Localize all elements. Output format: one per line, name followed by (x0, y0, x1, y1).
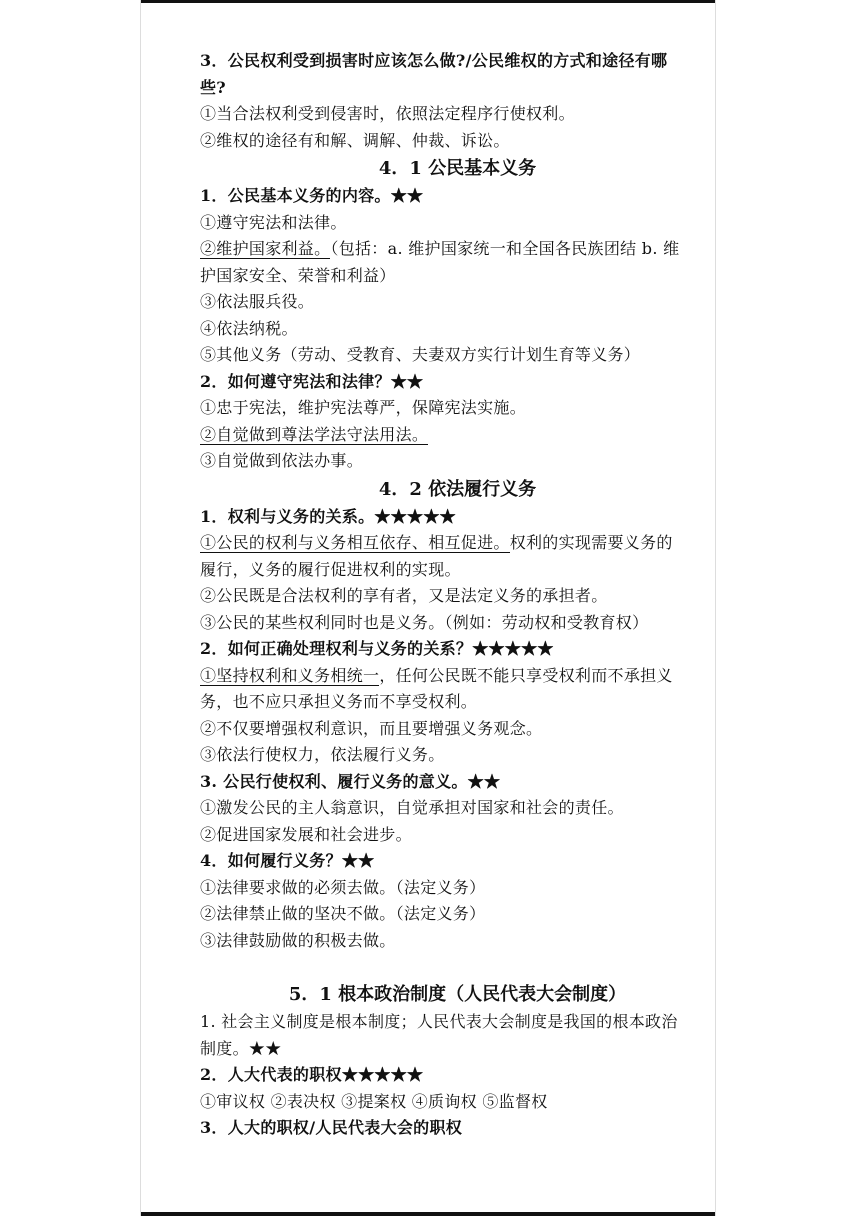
answer-line (200, 422, 715, 449)
answer-line: 护国家安全、荣誉和利益） (200, 265, 396, 285)
section-gap (200, 954, 715, 980)
question-line: 1．权利与义务的关系。★★★★★ (200, 506, 456, 526)
answer-line: ①当合法权利受到侵害时，依照法定程序行使权利。 (200, 104, 575, 123)
answer-line: ④依法纳税。 (200, 318, 298, 338)
question-line: 3．公民权利受到损害时应该怎么做?/公民维权的方式和途径有哪 (200, 51, 668, 70)
answer-line: ②维权的途径有和解、调解、仲裁、诉讼。 (200, 130, 510, 150)
question-line: 2．如何遵守宪法和法律？★★ (200, 371, 424, 391)
underlined-text: ①坚持权利和义务相统一 (200, 665, 380, 685)
answer-line: 履行，义务的履行促进权利的实现。 (200, 559, 461, 579)
page-top-border (140, 0, 716, 3)
question-line: 些? (200, 77, 226, 97)
page-bottom-border (140, 1212, 716, 1216)
answer-line: ③依法服兵役。 (200, 292, 315, 311)
line-rest-text: 权利的实现需要义务的 (509, 533, 673, 552)
answer-line: ①激发公民的主人翁意识，自觉承担对国家和社会的责任。 (200, 798, 624, 817)
answer-line: 1. 社会主义制度是根本制度；人民代表大会制度是我国的根本政治 (200, 1012, 678, 1031)
question-line: 2．如何正确处理权利与义务的关系？★★★★★ (200, 639, 554, 658)
underlined-text: ①公民的权利与义务相互依存、相互促进。 (200, 533, 510, 552)
answer-line: ②法律禁止做的坚决不做。（法定义务） (200, 904, 486, 923)
line-rest-text: ，任何公民既不能只享受权利而不承担义 (379, 665, 673, 685)
answer-line: ②不仅要增强权利意识，而且要增强义务观念。 (200, 718, 543, 738)
answer-line: ③依法行使权力，依法履行义务。 (200, 745, 445, 764)
answer-line: ③公民的某些权利同时也是义务。（例如：劳动权和受教育权） (200, 612, 649, 632)
answer-line: 务，也不应只承担义务而不享受权利。 (200, 692, 478, 711)
answer-line (200, 236, 715, 263)
underlined-text: ②自觉做到尊法学法守法用法。 (200, 424, 429, 444)
answer-line: ⑤其他义务（劳动、受教育、夫妻双方实行计划生育等义务） (200, 345, 641, 364)
question-line: 3．人大的职权/人民代表大会的职权 (200, 1118, 463, 1137)
page-right-edge (715, 0, 716, 1216)
answer-line (200, 530, 715, 557)
answer-line: 制度。★★ (200, 1038, 282, 1058)
document-content (200, 48, 715, 1142)
answer-line (200, 663, 715, 690)
answer-line: ①法律要求做的必须去做。（法定义务） (200, 877, 486, 897)
answer-line: ①审议权 ②表决权 ③提案权 ④质询权 ⑤监督权 (200, 1091, 548, 1111)
section-heading: 5．1 根本政治制度（人民代表大会制度） (288, 984, 627, 1005)
section-heading: 4．1 公民基本义务 (378, 158, 537, 179)
answer-line: ②促进国家发展和社会进步。 (200, 824, 412, 844)
section-heading: 4．2 依法履行义务 (378, 478, 537, 500)
answer-line: ①忠于宪法，维护宪法尊严，保障宪法实施。 (200, 398, 527, 417)
question-line: 2．人大代表的职权★★★★★ (200, 1065, 424, 1084)
question-line: 4．如何履行义务？★★ (200, 851, 375, 870)
answer-line: ②公民既是合法权利的享有者，又是法定义务的承担者。 (200, 586, 608, 605)
answer-line: ③法律鼓励做的积极去做。 (200, 930, 396, 950)
answer-line: ③自觉做到依法办事。 (200, 451, 364, 470)
line-rest-text: （包括：a. 维护国家统一和全国各民族团结 b. 维 (330, 239, 680, 258)
question-line: 3. 公民行使权利、履行义务的意义。★★ (200, 771, 501, 791)
page-left-edge (140, 0, 141, 1216)
question-line: 1．公民基本义务的内容。★★ (200, 186, 424, 205)
underlined-text: ②维护国家利益。 (200, 239, 331, 258)
answer-line: ①遵守宪法和法律。 (200, 212, 347, 232)
